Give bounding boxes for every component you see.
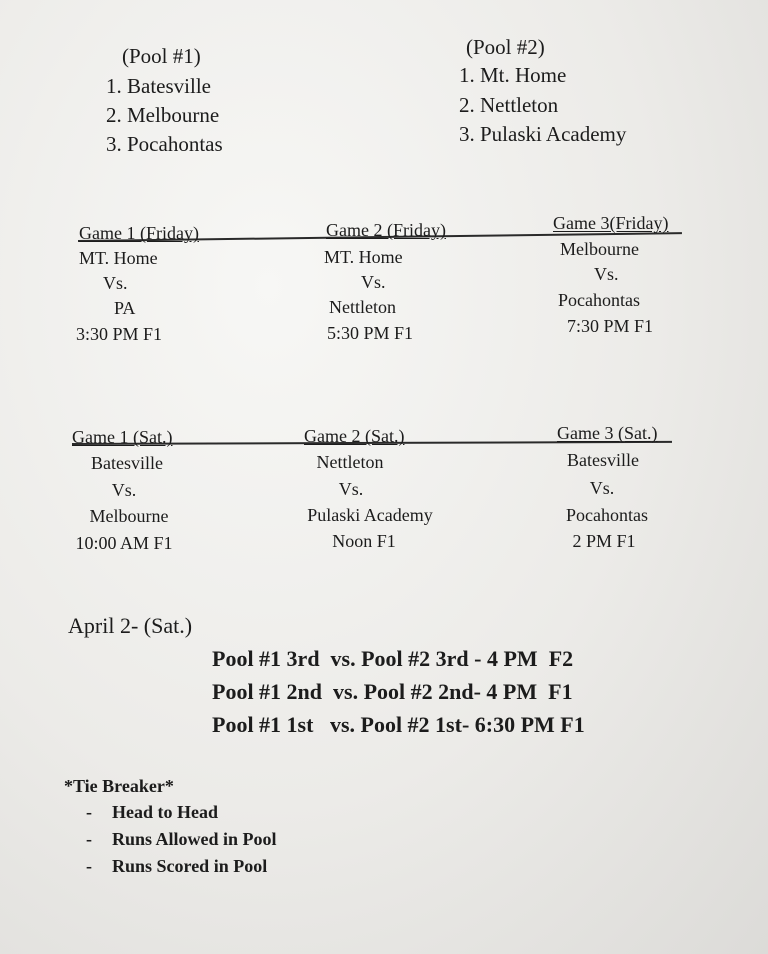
vs-label: Vs.: [594, 264, 619, 284]
bullet-dash: -: [86, 829, 92, 849]
tie-breaker-item-label: Runs Scored in Pool: [112, 856, 268, 876]
pool-2-team-2: 2. Nettleton: [459, 93, 559, 117]
tie-breaker-item-label: Runs Allowed in Pool: [112, 829, 277, 849]
tie-breaker-item: [86, 830, 277, 848]
team-2: Nettleton: [329, 297, 396, 317]
bullet-dash: -: [86, 802, 92, 822]
game-header: Game 2 (Friday): [326, 220, 446, 240]
final-game-2nd: Pool #1 2nd vs. Pool #2 2nd- 4 PM F1: [212, 679, 573, 704]
pool-2-title: (Pool #2): [466, 35, 545, 59]
april-date: April 2- (Sat.): [68, 613, 193, 638]
team-1: Melbourne: [560, 239, 639, 259]
pool-1-team-2: 2. Melbourne: [106, 103, 220, 127]
game-header: Game 1 (Sat.): [72, 427, 173, 447]
team-1: Nettleton: [316, 452, 384, 472]
game-time: 3:30 PM F1: [76, 324, 163, 344]
vs-label: Vs.: [361, 272, 386, 292]
team-2: PA: [114, 298, 136, 318]
pool-1-title: (Pool #1): [122, 44, 201, 68]
tie-breaker-item: [86, 857, 267, 875]
bullet-dash: -: [86, 856, 92, 876]
game-header: Game 1 (Friday): [79, 223, 199, 243]
team-1: Batesville: [567, 450, 639, 470]
tie-breaker-title: *Tie Breaker*: [64, 776, 174, 796]
team-2: Pocahontas: [566, 505, 648, 525]
vs-label: Vs.: [103, 273, 128, 293]
final-game-1st: Pool #1 1st vs. Pool #2 1st- 6:30 PM F1: [212, 712, 585, 737]
final-game-3rd: Pool #1 3rd vs. Pool #2 3rd - 4 PM F2: [212, 646, 574, 671]
vs-label: Vs.: [589, 478, 615, 498]
game-header: Game 3(Friday): [553, 213, 669, 233]
tie-breaker-item-label: Head to Head: [112, 802, 218, 822]
vs-label: Vs.: [111, 480, 137, 500]
game-time: 5:30 PM F1: [327, 323, 414, 343]
pool-1-team-3: 3. Pocahontas: [106, 132, 223, 156]
tie-breaker-item: [86, 803, 218, 821]
pool-1-team-1: 1. Batesville: [106, 74, 211, 98]
team-2: Pocahontas: [558, 290, 640, 310]
game-time: 7:30 PM F1: [567, 316, 654, 336]
game-header: Game 3 (Sat.): [557, 423, 658, 443]
team-1: MT. Home: [324, 247, 403, 267]
game-header: Game 2 (Sat.): [304, 426, 405, 446]
team-1: MT. Home: [79, 248, 158, 268]
game-time: Noon F1: [332, 531, 396, 551]
vs-label: Vs.: [338, 479, 364, 499]
team-1: Batesville: [91, 453, 163, 473]
pool-2-team-1: 1. Mt. Home: [459, 63, 567, 87]
game-time: 10:00 AM F1: [75, 533, 173, 553]
game-time: 2 PM F1: [572, 531, 636, 551]
team-2: Melbourne: [89, 506, 169, 526]
pool-2-team-3: 3. Pulaski Academy: [459, 122, 627, 146]
team-2: Pulaski Academy: [307, 505, 433, 525]
